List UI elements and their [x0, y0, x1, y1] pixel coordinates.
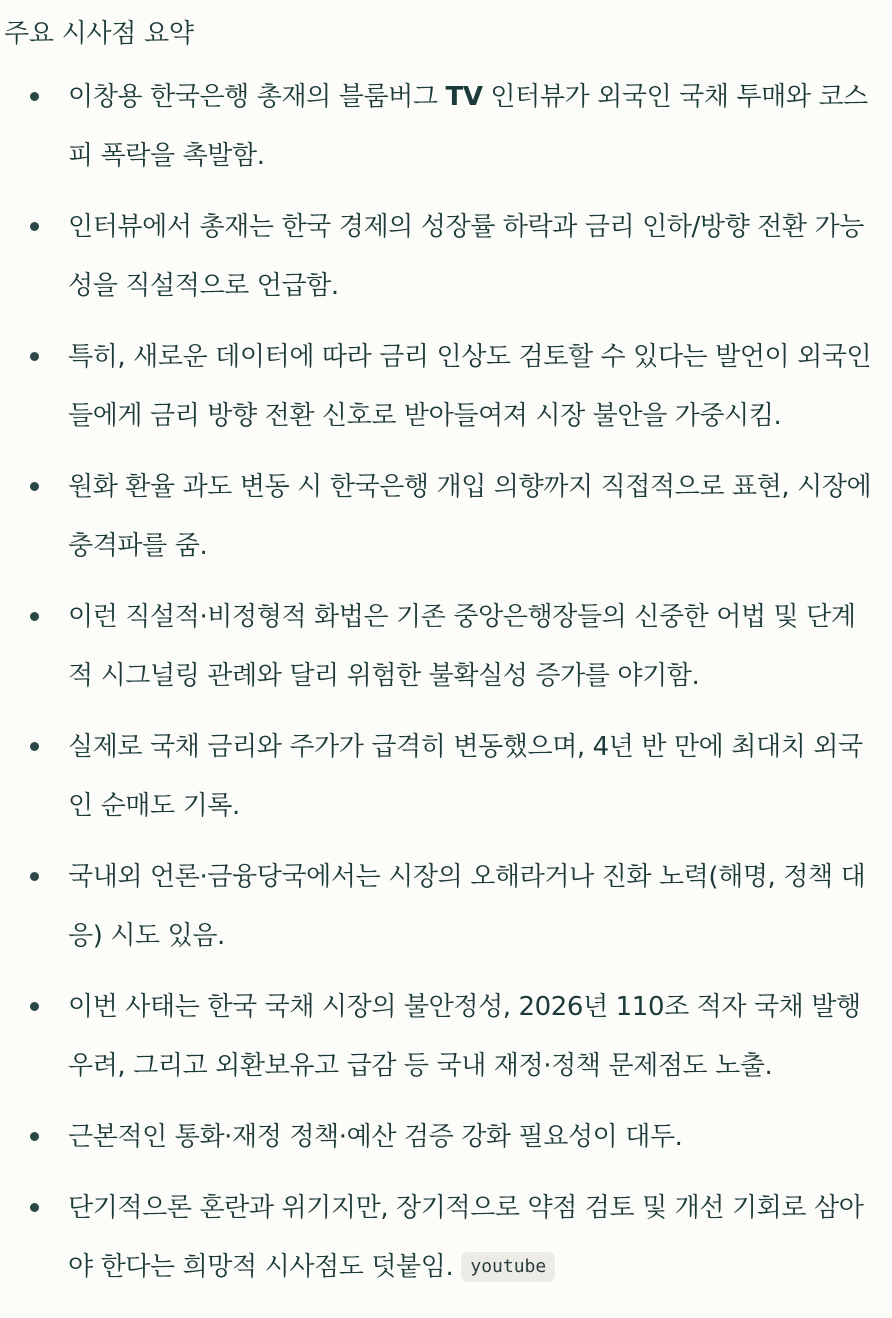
summary-list [4, 68, 892, 1297]
bullet-icon [30, 612, 39, 621]
item-text: 원화 환율 과도 변동 시 한국은행 개입 의향까지 직접적으로 표현, 시장에 충격파를 줌. [68, 472, 872, 561]
list-item [4, 328, 892, 446]
list-item [4, 68, 892, 186]
bullet-icon [30, 872, 39, 881]
list-item [4, 1179, 892, 1297]
item-text: 이번 사태는 한국 국채 시장의 불안정성, 2026년 110조 적자 국채 발행 우려, 그리고 외환보유고 급감 등 국내 재정·정책 문제점도 노출. [68, 992, 861, 1081]
item-text-lead: 이창용 한국은행 총재의 블룸버그 [68, 82, 446, 112]
bullet-icon [30, 742, 39, 751]
bullet-icon [30, 352, 39, 361]
item-text: 특히, 새로운 데이터에 따라 금리 인상도 검토할 수 있다는 발언이 외국인들에게 금리 방향 전환 신호로 받아들여져 시장 불안을 가중시킴. [68, 342, 872, 431]
item-text: 인터뷰에서 총재는 한국 경제의 성장률 하락과 금리 인하/방향 전환 가능성을 직설적으로 언급함. [68, 212, 864, 301]
item-text: 실제로 국채 금리와 주가가 급격히 변동했으며, 4년 반 만에 최대치 외국인 순매도 기록. [68, 732, 863, 821]
list-item [4, 588, 892, 706]
item-text: 국내외 언론·금융당국에서는 시장의 오해라거나 진화 노력(해명, 정책 대응) 시도 있음. [68, 862, 866, 951]
bullet-icon [30, 1132, 39, 1141]
bullet-icon [30, 1002, 39, 1011]
list-item [4, 978, 892, 1096]
item-text: 이런 직설적·비정형적 화법은 기존 중앙은행장들의 신중한 어법 및 단계적 시그널링 관례와 달리 위험한 불확실성 증가를 야기함. [68, 602, 856, 691]
source-tag-youtube[interactable]: youtube [461, 1252, 555, 1282]
item-text-bold: TV [445, 82, 483, 112]
bullet-icon [30, 482, 39, 491]
list-item [4, 1108, 892, 1167]
item-text-rest: 인터뷰가 외국인 국채 투매와 코스피 폭락을 촉발함. [68, 82, 868, 171]
list-item [4, 458, 892, 576]
bullet-icon [30, 222, 39, 231]
list-item [4, 198, 892, 316]
bullet-icon [30, 1203, 39, 1212]
bullet-icon [30, 92, 39, 101]
section-heading: 주요 시사점 요약 [4, 19, 194, 49]
list-item [4, 718, 892, 836]
list-item [4, 848, 892, 966]
item-text: 근본적인 통화·재정 정책·예산 검증 강화 필요성이 대두. [68, 1122, 683, 1152]
item-text: 단기적으론 혼란과 위기지만, 장기적으로 약점 검토 및 개선 기회로 삼아야 한다는 희망적 시사점도 덧붙임. [68, 1193, 864, 1282]
